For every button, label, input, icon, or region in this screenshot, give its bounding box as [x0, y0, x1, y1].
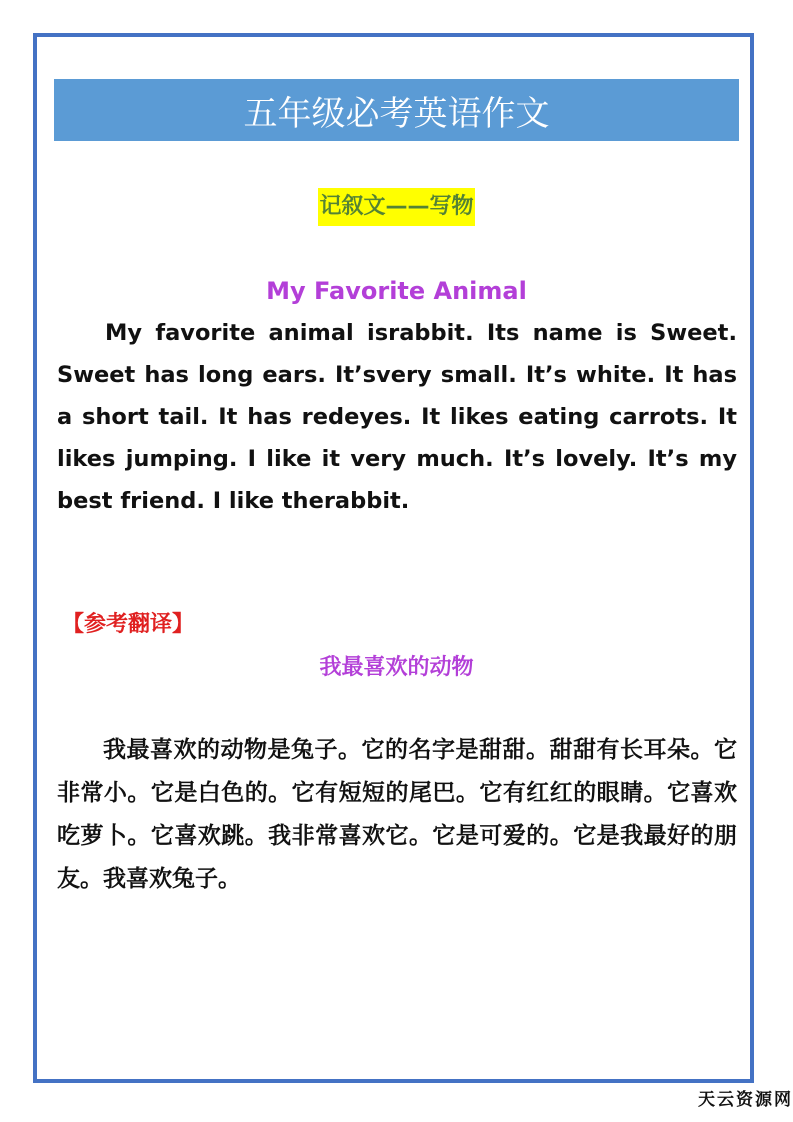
reference-translation-label: 【参考翻译】: [62, 612, 195, 637]
essay-body: My favorite animal israbbit. Its name is Sweet. Sweet has long ears. It’svery small. It’s white. It has a short tail. It has redeyes. It likes eating carrots. It likes jumping. I like it very much. It’s lovely. It’s my best friend. I like therabbit.: [57, 320, 737, 514]
page-title: 五年级必考英语作文: [243, 93, 550, 134]
genre-tag: 记叙文——写物: [318, 188, 474, 226]
genre-tag-container: [0, 188, 793, 226]
translation-body: 我最喜欢的动物是兔子。它的名字是甜甜。甜甜有长耳朵。它非常小。它是白色的。它有短短的尾巴。它有红红的眼睛。它喜欢吃萝卜。它喜欢跳。我非常喜欢它。它是可爱的。它是我最好的朋友。我喜欢兔子。: [57, 737, 737, 892]
translation-title: 我最喜欢的动物: [319, 655, 474, 680]
page-title-banner: [54, 79, 739, 141]
essay-title: My Favorite Animal: [266, 277, 527, 305]
watermark: 天云资源网: [698, 1090, 793, 1110]
